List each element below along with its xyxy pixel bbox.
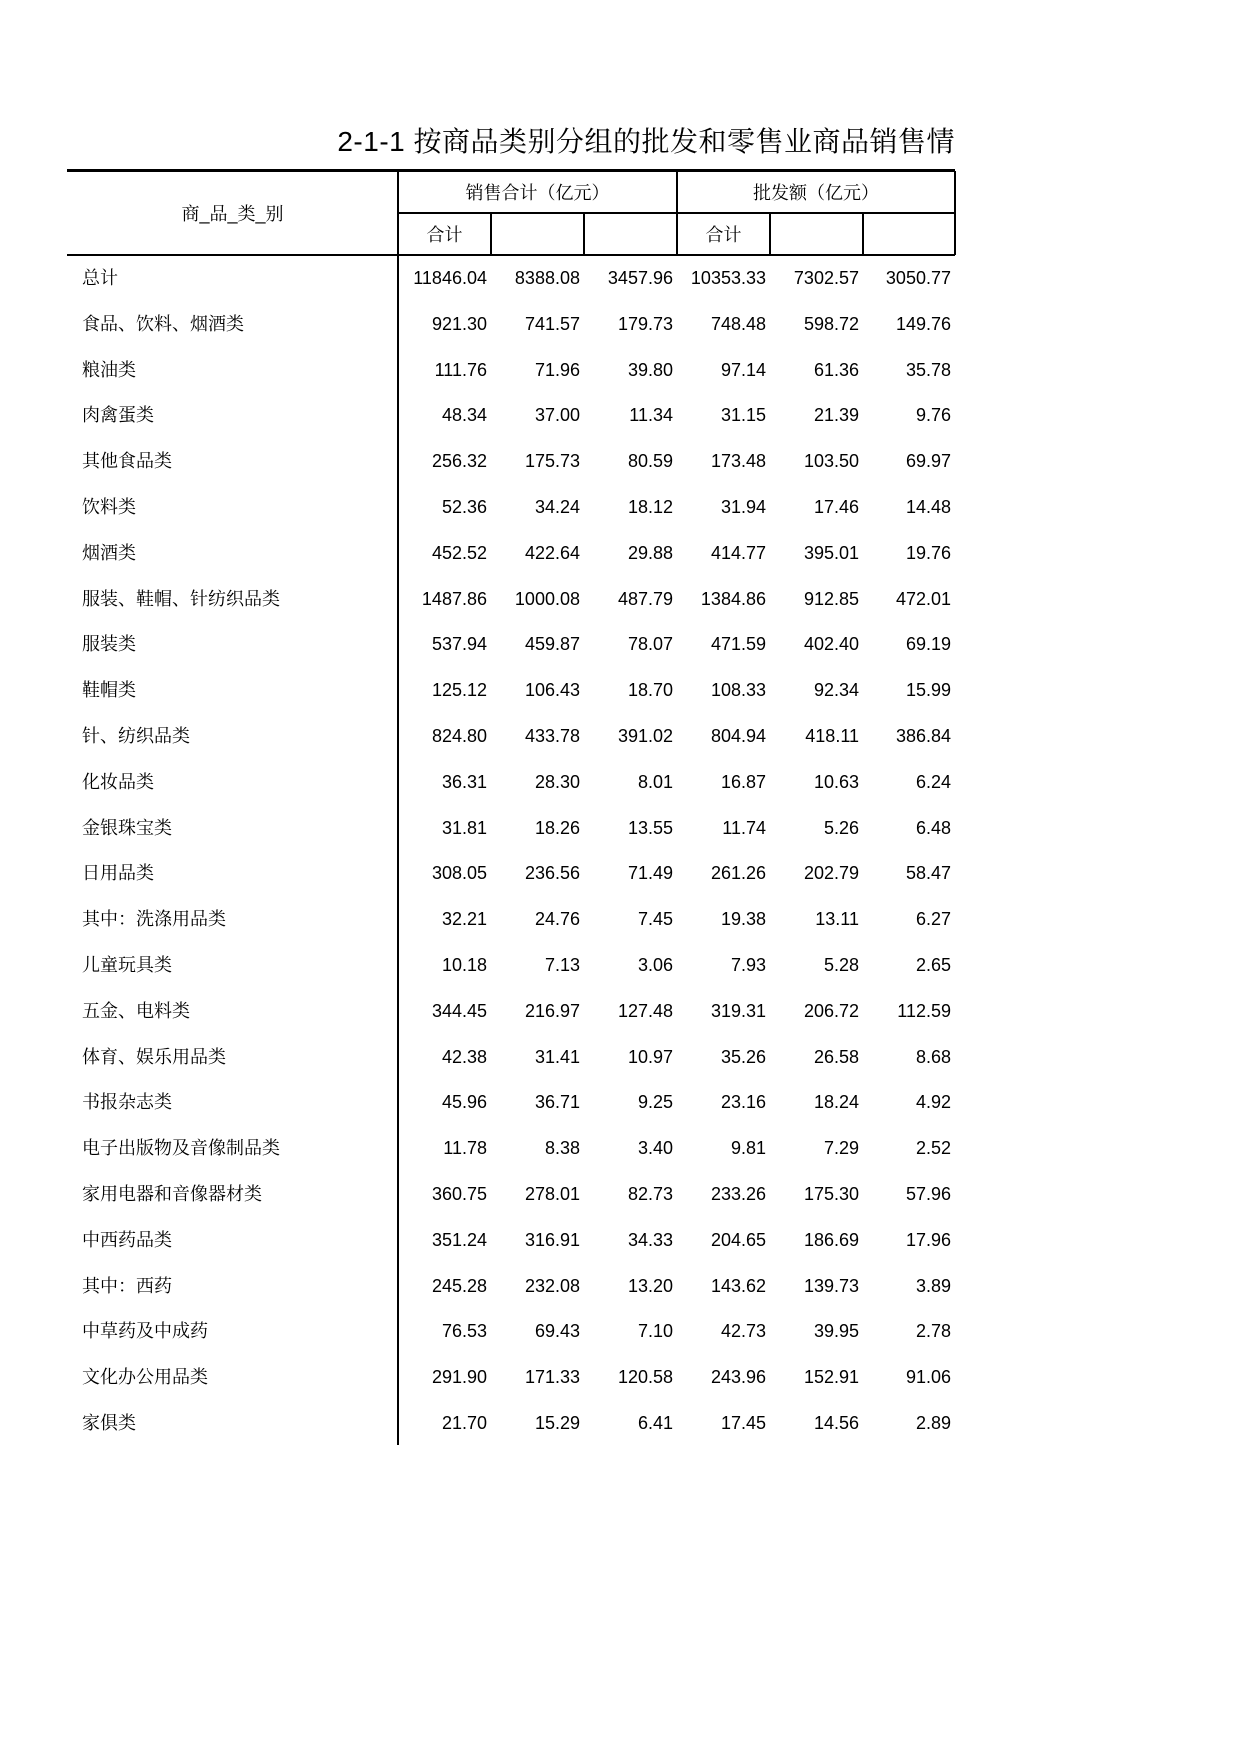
cell-value: 452.52 [431,542,487,563]
cell-value: 17.96 [905,1229,951,1250]
cell-value: 18.24 [813,1092,859,1113]
cell-value: 291.90 [431,1367,487,1388]
row-label: 金银珠宝类 [82,817,172,838]
cell-value: 3457.96 [607,268,673,288]
cell-value: 19.76 [905,542,951,563]
cell-value: 139.73 [803,1275,859,1296]
table-row [67,896,955,942]
cell-value: 31.41 [534,1046,580,1067]
row-label: 中草药及中成药 [82,1321,208,1342]
cell-value: 18.70 [627,680,673,701]
cell-value: 28.30 [534,771,580,792]
cell-value: 16.87 [720,771,766,792]
cell-value: 471.59 [710,634,766,655]
cell-value: 112.59 [897,1000,951,1021]
cell-value: 2.78 [915,1321,951,1342]
row-label: 中西药品类 [82,1229,172,1250]
row-label: 总计 [82,268,118,288]
header-divider [583,213,585,255]
row-label: 粮油类 [82,359,136,380]
cell-value: 31.15 [720,405,766,426]
cell-value: 26.58 [813,1046,859,1067]
cell-value: 19.38 [720,909,766,930]
header-divider [862,213,864,255]
cell-value: 233.26 [710,1184,766,1204]
cell-value: 6.48 [915,817,951,838]
cell-value: 91.06 [905,1367,951,1388]
cell-value: 10.18 [441,955,487,975]
cell-value: 69.19 [905,634,951,655]
row-label: 服装类 [82,634,136,655]
cell-value: 319.31 [710,1000,766,1021]
row-label: 鞋帽类 [82,680,136,701]
cell-value: 11.34 [629,405,673,426]
cell-value: 1487.86 [421,588,487,609]
cell-value: 5.26 [823,817,859,838]
cell-value: 179.73 [617,313,673,334]
cell-value: 36.71 [534,1092,580,1113]
cell-value: 3.40 [637,1138,673,1159]
cell-value: 1000.08 [514,588,580,609]
cell-value: 11.74 [722,817,766,838]
cell-value: 1384.86 [700,588,766,609]
cell-value: 125.12 [431,680,487,701]
cell-value: 5.28 [823,955,859,975]
cell-value: 175.73 [524,451,580,472]
table-row [67,1308,955,1354]
cell-value: 4.92 [915,1092,951,1113]
cell-value: 402.40 [803,634,859,655]
cell-value: 261.26 [710,863,766,884]
row-label: 服装、鞋帽、针纺织品类 [82,588,280,609]
cell-value: 391.02 [617,726,673,746]
cell-value: 748.48 [710,313,766,334]
cell-value: 103.50 [803,451,859,472]
table-row [67,255,955,301]
cell-value: 171.33 [524,1367,580,1388]
group-divider [676,171,678,255]
row-label: 书报杂志类 [82,1092,172,1113]
table-row [67,1400,955,1446]
table-row [67,667,955,713]
table-row [67,621,955,667]
table-row [67,988,955,1034]
table-row [67,530,955,576]
row-label: 化妆品类 [82,771,154,792]
cell-value: 14.56 [813,1413,859,1433]
row-label: 家俱类 [82,1413,136,1433]
table-row [67,942,955,988]
cell-value: 52.36 [441,497,487,517]
row-label: 肉禽蛋类 [82,405,154,426]
cell-value: 92.34 [813,680,859,701]
row-label: 文化办公用品类 [82,1367,208,1388]
row-label: 体育、娱乐用品类 [82,1046,226,1067]
cell-value: 108.33 [710,680,766,701]
cell-value: 35.26 [720,1046,766,1067]
cell-value: 32.21 [441,909,487,930]
cell-value: 308.05 [431,863,487,884]
cell-value: 21.39 [813,405,859,426]
cell-value: 741.57 [524,313,580,334]
row-label: 其中：西药 [82,1275,172,1296]
cell-value: 34.33 [627,1229,673,1250]
cell-value: 37.00 [534,405,580,426]
table-row [67,850,955,896]
header-sales-total: 销售合计（亿元） [465,183,610,203]
cell-value: 10.63 [813,771,859,792]
cell-value: 39.95 [813,1321,859,1342]
cell-value: 245.28 [431,1275,487,1296]
cell-value: 31.94 [720,497,766,517]
cell-value: 15.29 [534,1413,580,1433]
table-row [67,1217,955,1263]
cell-value: 29.88 [627,542,673,563]
cell-value: 17.46 [813,497,859,517]
table-row [67,759,955,805]
table-row [67,1034,955,1080]
cell-value: 24.76 [534,909,580,930]
cell-value: 48.34 [441,405,487,426]
table-row [67,1263,955,1309]
cell-value: 58.47 [905,863,951,884]
cell-value: 418.11 [805,726,859,746]
cell-value: 386.84 [895,726,951,746]
cell-value: 9.25 [637,1092,673,1113]
cell-value: 598.72 [803,313,859,334]
cell-value: 111.76 [434,359,487,380]
header-divider [769,213,771,255]
table-row [67,713,955,759]
cell-value: 278.01 [524,1184,580,1204]
cell-value: 8.38 [544,1138,580,1159]
cell-value: 7.29 [823,1138,859,1159]
cell-value: 7.93 [730,955,766,975]
cell-value: 9.81 [730,1138,766,1159]
cell-value: 71.96 [534,359,580,380]
cell-value: 14.48 [905,497,951,517]
table-row [67,1125,955,1171]
row-label: 食品、饮料、烟酒类 [82,313,244,334]
cell-value: 243.96 [710,1367,766,1388]
row-label: 儿童玩具类 [82,955,172,975]
cell-value: 8388.08 [514,268,580,288]
cell-value: 36.31 [441,771,487,792]
cell-value: 316.91 [524,1229,580,1250]
cell-value: 433.78 [524,726,580,746]
cell-value: 487.79 [617,588,673,609]
header-divider [954,171,956,255]
cell-value: 8.68 [915,1046,951,1067]
cell-value: 459.87 [524,634,580,655]
cell-value: 11.78 [443,1138,487,1159]
cell-value: 216.97 [524,1000,580,1021]
cell-value: 42.38 [441,1046,487,1067]
row-label: 家用电器和音像器材类 [82,1184,262,1204]
row-label: 针、纺织品类 [82,726,190,746]
cell-value: 13.55 [627,817,673,838]
cell-value: 2.52 [915,1138,951,1159]
cell-value: 143.62 [710,1275,766,1296]
row-label: 饮料类 [82,497,136,517]
table-row [67,1171,955,1217]
table-row [67,392,955,438]
cell-value: 206.72 [803,1000,859,1021]
header-sub-total-2: 合计 [705,225,742,245]
cell-value: 921.30 [431,313,487,334]
cell-value: 236.56 [524,863,580,884]
cell-value: 17.45 [720,1413,766,1433]
cell-value: 256.32 [431,451,487,472]
cell-value: 912.85 [803,588,859,609]
row-label: 其他食品类 [82,451,172,472]
cell-value: 127.48 [617,1000,673,1021]
header-category: 商_品_类_别 [181,204,284,224]
table-row [67,301,955,347]
cell-value: 106.43 [524,680,580,701]
cell-value: 34.24 [534,497,580,517]
cell-value: 204.65 [710,1229,766,1250]
cell-value: 537.94 [431,634,487,655]
cell-value: 82.73 [627,1184,673,1204]
table-row [67,805,955,851]
table-row [67,576,955,622]
cell-value: 42.73 [720,1321,766,1342]
cell-value: 149.76 [895,313,951,334]
cell-value: 9.76 [915,405,951,426]
table-row [67,347,955,393]
cell-value: 824.80 [431,726,487,746]
row-label: 五金、电料类 [82,1000,190,1021]
row-label: 其中：洗涤用品类 [82,909,226,930]
table-row [67,484,955,530]
cell-value: 35.78 [905,359,951,380]
cell-value: 97.14 [720,359,766,380]
cell-value: 8.01 [637,771,673,792]
cell-value: 11846.04 [413,268,487,288]
cell-value: 45.96 [441,1092,487,1113]
cell-value: 13.11 [815,909,859,930]
cell-value: 175.30 [803,1184,859,1204]
cell-value: 57.96 [905,1184,951,1204]
cell-value: 69.43 [534,1321,580,1342]
cell-value: 7.10 [637,1321,673,1342]
cell-value: 10.97 [627,1046,673,1067]
cell-value: 23.16 [720,1092,766,1113]
cell-value: 7.13 [544,955,580,975]
cell-value: 18.12 [627,497,673,517]
cell-value: 2.65 [915,955,951,975]
header-wholesale: 批发额（亿元） [753,183,879,203]
cell-value: 7302.57 [793,268,859,288]
cell-value: 69.97 [905,451,951,472]
table-row [67,1354,955,1400]
cell-value: 360.75 [431,1184,487,1204]
table-row [67,1079,955,1125]
cell-value: 21.70 [441,1413,487,1433]
cell-value: 351.24 [431,1229,487,1250]
cell-value: 78.07 [627,634,673,655]
cell-value: 10353.33 [690,268,766,288]
header-sub-total-1: 合计 [426,225,463,245]
cell-value: 61.36 [813,359,859,380]
cell-value: 232.08 [524,1275,580,1296]
row-label: 电子出版物及音像制品类 [82,1138,280,1159]
cell-value: 3050.77 [885,268,951,288]
cell-value: 18.26 [534,817,580,838]
cell-value: 422.64 [524,542,580,563]
cell-value: 31.81 [441,817,487,838]
cell-value: 71.49 [627,863,673,884]
cell-value: 76.53 [441,1321,487,1342]
cell-value: 173.48 [710,451,766,472]
table-row [67,438,955,484]
cell-value: 3.06 [637,955,673,975]
cell-value: 804.94 [710,726,766,746]
header-divider [490,213,492,255]
cell-value: 7.45 [637,909,673,930]
cell-value: 202.79 [803,863,859,884]
page-title: 2-1-1 按商品类别分组的批发和零售业商品销售情 [337,126,955,157]
row-label: 日用品类 [82,863,154,884]
cell-value: 344.45 [431,1000,487,1021]
cell-value: 6.24 [915,771,951,792]
cell-value: 6.27 [915,909,951,930]
cell-value: 39.80 [627,359,673,380]
cell-value: 6.41 [637,1413,673,1433]
cell-value: 186.69 [803,1229,859,1250]
cell-value: 395.01 [803,542,859,563]
cell-value: 15.99 [905,680,951,701]
cell-value: 152.91 [803,1367,859,1388]
cell-value: 120.58 [617,1367,673,1388]
cell-value: 3.89 [915,1275,951,1296]
cell-value: 80.59 [627,451,673,472]
cell-value: 414.77 [710,542,766,563]
cell-value: 13.20 [627,1275,673,1296]
cell-value: 2.89 [915,1413,951,1433]
row-label: 烟酒类 [82,542,136,563]
cell-value: 472.01 [895,588,951,609]
